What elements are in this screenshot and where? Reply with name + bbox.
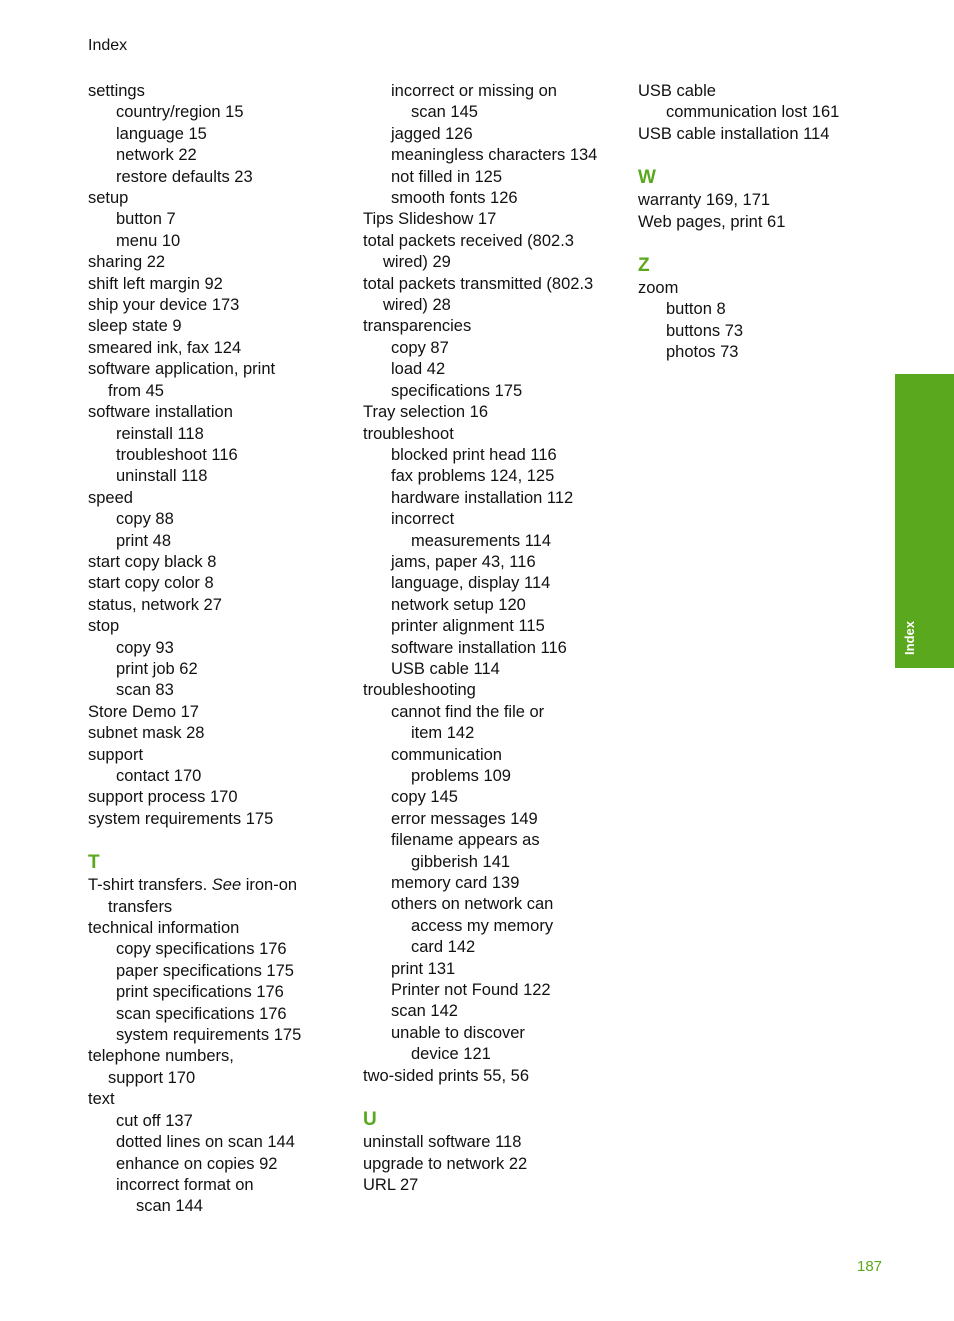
index-entry: Web pages, print 61 [638,212,786,231]
index-entry: wired) 28 [383,296,451,315]
index-entry: button 7 [116,210,176,229]
index-entry: transfers [108,897,173,916]
index-entry: card 142 [411,938,476,957]
index-entry: filename appears as [391,831,540,850]
index-entry: blocked print head 116 [391,445,557,464]
index-entry: restore defaults 23 [116,167,253,186]
index-entry: start copy color 8 [88,574,214,593]
index-entry: sharing 22 [88,253,166,272]
index-entry: zoom [638,279,679,298]
section-letter: U [363,1109,377,1131]
index-entry: copy 88 [116,510,174,529]
index-entry [88,875,348,896]
index-entry: error messages 149 [391,809,538,828]
index-entry: load 42 [391,360,446,379]
index-entry: incorrect or missing on [391,82,557,100]
index-entry: paper specifications 175 [116,961,294,980]
index-entry: sleep state 9 [88,317,182,336]
index-entry: URL 27 [363,1175,419,1194]
index-entry: ship your device 173 [88,296,240,315]
index-entry: troubleshoot [363,424,454,443]
index-entry: meaningless characters 134 [391,146,598,165]
index-entry: language, display 114 [391,574,551,593]
index-entry: specifications 175 [391,381,523,400]
index-entry: Tips Slideshow 17 [363,210,497,229]
index-entry: buttons 73 [666,321,744,340]
index-entry: button 8 [666,300,726,319]
index-entry: print 48 [116,531,172,550]
index-entry: system requirements 175 [116,1026,302,1045]
index-entry: smooth fonts 126 [391,189,518,208]
index-entry: USB cable 114 [391,659,500,678]
index-entry: smeared ink, fax 124 [88,338,242,357]
section-gap [88,830,348,851]
index-entry: shift left margin 92 [88,274,223,293]
index-entry: uninstall software 118 [363,1133,522,1152]
index-column-3 [638,81,898,364]
index-entry: not filled in 125 [391,167,502,186]
index-entry: USB cable installation 114 [638,124,830,143]
index-entry: measurements 114 [411,531,552,550]
index-entry: wired) 29 [383,253,451,272]
running-header: Index [88,37,128,54]
index-entry: start copy black 8 [88,552,217,571]
index-entry: upgrade to network 22 [363,1154,528,1173]
index-entry: fax problems 124, 125 [391,467,555,486]
index-entry: scan 144 [136,1197,203,1216]
index-entry: dotted lines on scan 144 [116,1133,295,1152]
index-entry: gibberish 141 [411,852,511,871]
section-letter: W [638,167,656,189]
index-entry: speed [88,488,133,507]
index-entry: print specifications 176 [116,983,284,1002]
index-entry: copy 87 [391,338,449,357]
section-gap [363,1087,623,1108]
index-entry: Tray selection 16 [363,403,489,422]
index-entry: access my memory [411,916,554,935]
index-entry: support process 170 [88,788,238,807]
index-entry: software installation [88,403,233,422]
entry-text: T-shirt transfers. [88,876,212,895]
index-entry: Store Demo 17 [88,702,199,721]
index-entry: USB cable [638,82,716,100]
index-entry: status, network 27 [88,595,222,614]
index-entry: text [88,1090,115,1109]
index-entry: settings [88,82,145,100]
index-entry: print 131 [391,959,456,978]
index-entry: contact 170 [116,767,202,785]
section-tab-label: Index [902,621,917,655]
index-entry: copy 145 [391,788,458,807]
index-entry: communication lost 161 [666,103,840,122]
index-entry: setup [88,189,129,208]
index-entry: troubleshoot 116 [116,445,238,464]
index-entry: reinstall 118 [116,424,204,443]
index-entry: telephone numbers, [88,1047,234,1066]
section-letter: T [88,852,100,874]
index-entry: scan 145 [411,103,478,122]
index-entry: enhance on copies 92 [116,1154,278,1173]
section-gap [638,145,898,166]
index-entry: from 45 [108,381,164,400]
see-reference: See [211,876,242,895]
index-entry: language 15 [116,124,207,143]
index-entry: software application, print [88,360,276,379]
index-entry: technical information [88,919,240,938]
index-entry: total packets received (802.3 [363,231,574,250]
index-entry: cut off 137 [116,1111,193,1130]
index-entry: communication [391,745,502,764]
index-entry: menu 10 [116,231,181,250]
index-entry: network 22 [116,146,197,165]
index-entry: scan specifications 176 [116,1004,287,1023]
index-entry: stop [88,617,120,636]
index-entry: item 142 [411,724,475,743]
index-entry: scan 142 [391,1002,458,1021]
index-entry: device 121 [411,1045,491,1064]
index-entry: scan 83 [116,681,174,700]
index-entry: support 170 [108,1068,196,1087]
index-entry: uninstall 118 [116,467,208,486]
page-number: 187 [857,1258,883,1275]
index-column-1 [88,81,348,1218]
index-entry: network setup 120 [391,595,526,614]
index-entry: support [88,745,144,764]
index-entry: Printer not Found 122 [391,981,551,1000]
index-entry: copy 93 [116,638,174,657]
index-entry: printer alignment 115 [391,617,545,636]
index-column-2 [363,81,623,1196]
index-entry: others on network can [391,895,554,914]
index-entry: warranty 169, 171 [638,191,771,210]
index-entry: memory card 139 [391,874,520,893]
index-entry: jams, paper 43, 116 [391,552,536,571]
section-gap [638,233,898,254]
index-entry: troubleshooting [363,681,476,700]
index-entry: transparencies [363,317,472,336]
index-entry: unable to discover [391,1023,525,1042]
index-entry: incorrect format on [116,1175,254,1194]
index-entry: software installation 116 [391,638,567,657]
index-entry: country/region 15 [116,103,244,122]
section-letter: Z [638,255,650,277]
index-entry: print job 62 [116,659,198,678]
entry-text: iron-on [241,876,298,895]
index-entry: total packets transmitted (802.3 [363,274,594,293]
index-entry: incorrect [391,510,455,529]
index-entry: photos 73 [666,343,739,362]
index-entry: two-sided prints 55, 56 [363,1066,530,1085]
index-entry: copy specifications 176 [116,940,287,959]
index-entry: problems 109 [411,767,511,785]
index-entry: cannot find the file or [391,702,545,721]
index-entry: hardware installation 112 [391,488,574,507]
index-entry: subnet mask 28 [88,724,205,743]
index-entry: system requirements 175 [88,809,274,828]
index-entry: jagged 126 [391,124,473,143]
